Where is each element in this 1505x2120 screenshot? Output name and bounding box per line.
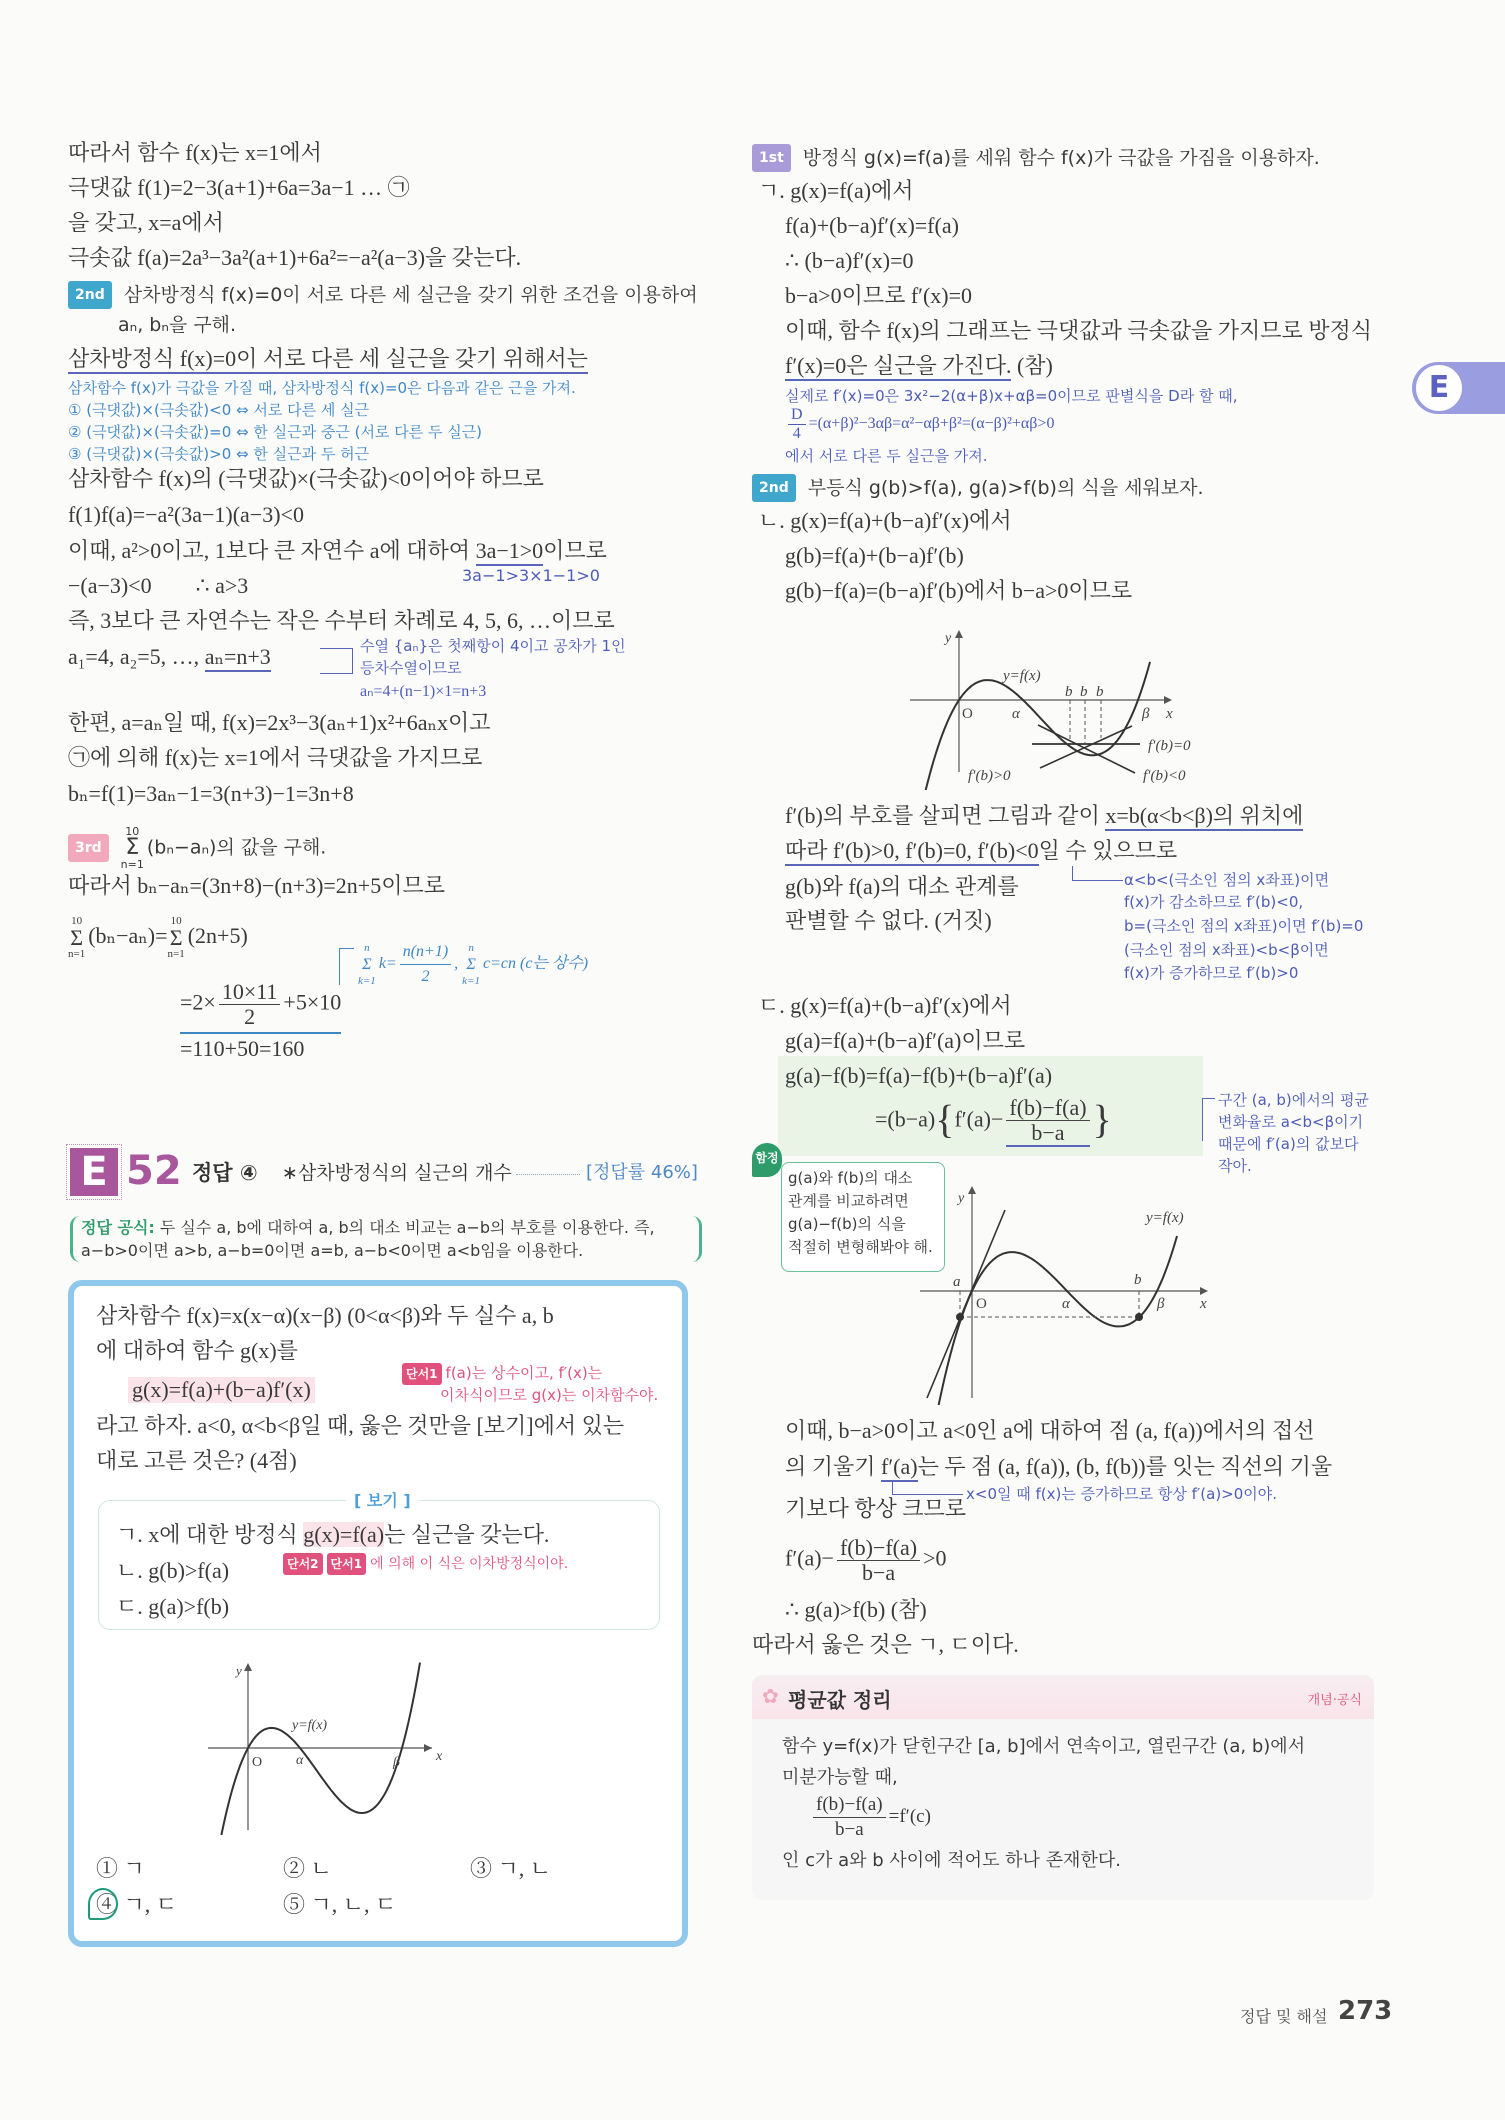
text-line: 이때, 함수 f(x)의 그래프는 극댓값과 극솟값을 가지므로 방정식: [785, 318, 1373, 343]
problem-number: 52: [126, 1148, 182, 1194]
side-note: 수열 {aₙ}은 첫째항이 4이고 공차가 1인: [360, 637, 626, 655]
formula-line: 정답 공식: 두 실수 a, b에 대하여 a, b의 대소 비교는 a−b의 부호를 이용한다. 즉,: [81, 1218, 655, 1237]
b-label: b: [1065, 684, 1073, 700]
trap-text: 관계를 비교하려면: [788, 1192, 909, 1210]
chapter-tab-circle: E: [1416, 365, 1462, 411]
alpha-label: α: [1012, 706, 1020, 722]
side-note: (극소인 점의 x좌표)<b<β이면: [1124, 941, 1329, 959]
footer-label: 정답 및 해설: [1240, 2007, 1328, 2026]
text-line: [68, 573, 248, 599]
concept-text: 미분가능할 때,: [782, 1767, 898, 1788]
hint-badge: 단서1: [327, 1553, 367, 1575]
text-line: f′(b)의 부호를 살피면 그림과 같이 x=b(α<b<β)의 위치에: [785, 803, 1303, 829]
hint-badge: 단서1: [402, 1363, 442, 1385]
choice-1[interactable]: ① ㄱ: [96, 1856, 145, 1881]
text: −(a−3)<0: [68, 573, 152, 598]
bogi-label: [ 보기 ]: [346, 1488, 419, 1514]
question-text: 대로 고른 것은? (4점): [96, 1448, 297, 1473]
answer-formula: [70, 1216, 702, 1262]
step-2-heading: 2nd 부등식 g(b)>f(a), g(a)>f(b)의 식을 세워보자.: [752, 474, 1204, 502]
slope-zero-label: f′(b)=0: [1148, 738, 1191, 754]
trap-badge: 함정: [752, 1143, 782, 1177]
hint-1: 단서1 f(a)는 상수이고, f′(x)는: [402, 1362, 602, 1385]
beta-label: β: [393, 1755, 400, 1770]
beta-label: β: [1157, 1296, 1165, 1312]
slope-positive-label: f′(b)>0: [968, 768, 1011, 784]
side-note: 에서 서로 다른 두 실근을 가져.: [785, 447, 988, 465]
underlined-text: 3a−1>0: [476, 538, 544, 566]
x-label: x: [436, 1749, 443, 1764]
alpha-label: α: [1062, 1296, 1070, 1312]
x-label: x: [1166, 706, 1173, 722]
text-line: f′(x)=0은 실근을 가진다. (참): [785, 353, 1053, 379]
side-note: b=(극소인 점의 x좌표)이면 f′(b)=0: [1124, 917, 1364, 935]
side-note: 등차수열이므로: [360, 659, 462, 677]
hint-2: 단서2 단서1 에 의해 이 식은 이차방정식이야.: [283, 1553, 568, 1575]
text: 이므로: [543, 538, 607, 563]
side-note: 변화율로 a<b<β이기: [1218, 1113, 1364, 1131]
x-axis-arrow: [424, 1744, 432, 1752]
step-text: (bₙ−aₙ)의 값을 구해.: [146, 836, 327, 859]
choice-4[interactable]: ④ ㄱ, ㄷ: [96, 1892, 178, 1917]
x-label: x: [1200, 1296, 1207, 1312]
question-text: 삼차함수 f(x)=x(x−α)(x−β) (0<α<β)와 두 실수 a, b: [96, 1303, 554, 1328]
trap-text: g(a)−f(b)의 식을: [788, 1215, 906, 1233]
selected-answer-mark: [88, 1888, 118, 1920]
text-line: g(a)−f(b)=f(a)−f(b)+(b−a)f′(a): [785, 1063, 1053, 1088]
side-note: ③ (극댓값)×(극솟값)>0 ⇔ 한 실근과 두 허근: [68, 445, 370, 463]
inequality: f′(a)− $\frac{f(b)-f(a)}{b-a}$ >0: [785, 1535, 947, 1585]
formula-line: a−b>0이면 a>b, a−b=0이면 a=b, a−b<0이면 a<b임을 이용한다.: [81, 1241, 584, 1260]
x-axis-arrow: [1200, 1287, 1208, 1295]
choice-3[interactable]: ③ ㄱ, ㄴ: [470, 1856, 552, 1881]
problem-letter-box: E: [70, 1148, 118, 1196]
text-line: 극솟값 f(a)=2a³−3a²(a+1)+6a²=−a²(a−3)을 갖는다.: [68, 245, 522, 270]
y-axis-arrow: [968, 1186, 976, 1194]
text-line: ∴ g(a)>f(b) (참): [785, 1597, 927, 1622]
text: ∴ a>3: [195, 573, 249, 598]
underlined-text: aₙ=n+3: [205, 644, 271, 672]
concept-formula: $\frac{f(b)-f(a)}{b-a}$ =f′(c): [810, 1793, 931, 1842]
text-line: ∴ (b−a)f′(x)=0: [785, 248, 914, 273]
answer-label: 정답 ④: [192, 1161, 258, 1185]
side-note: n Σ k=1 k= $\frac{n(n+1)}{2}$ , n Σ k=1 c=cn (c는 상수): [358, 941, 589, 987]
side-note: 삼차함수 f(x)가 극값을 가질 때, 삼차방정식 f(x)=0은 다음과 같은 근을 가져.: [68, 379, 576, 397]
side-note: 실제로 f′(x)=0은 3x²−2(α+β)x+αβ=0이므로 판별식을 D라 할 때,: [785, 387, 1238, 405]
choice-5[interactable]: ⑤ ㄱ, ㄴ, ㄷ: [283, 1892, 397, 1917]
side-note: ① (극댓값)×(극솟값)<0 ⇔ 서로 다른 세 실근: [68, 401, 370, 419]
step-badge: 1st: [752, 144, 791, 172]
bogi-item-2: ㄴ. g(b)>f(a): [116, 1558, 230, 1583]
correct-rate: [정답률 46%]: [586, 1162, 698, 1183]
note-connector: [339, 948, 354, 985]
b-label: b: [1096, 684, 1104, 700]
underlined-condition: 삼차방정식 f(x)=0이 서로 다른 세 실근을 갖기 위해서는: [68, 346, 588, 374]
step-badge: 2nd: [752, 474, 796, 502]
side-note: α<b<(극소인 점의 x좌표)이면: [1124, 871, 1330, 889]
page-number: 273: [1338, 1996, 1393, 2026]
point-a: [956, 1313, 964, 1321]
x-axis-arrow: [1164, 696, 1172, 704]
text-line: g(a)=f(a)+(b−a)f′(a)이므로: [785, 1028, 1026, 1053]
concept-title: 평균값 정리: [788, 1688, 892, 1712]
text: a₁=4, a₂=5, …,: [68, 644, 205, 669]
text-line: ㄱ. g(x)=f(a)에서: [758, 178, 914, 203]
concept-text: 인 c가 a와 b 사이에 적어도 하나 존재한다.: [782, 1850, 1121, 1871]
trap-text: g(a)와 f(b)의 대소: [788, 1169, 913, 1187]
side-note: f(x)가 감소하므로 f′(b)<0,: [1124, 893, 1304, 911]
text-line: 기보다 항상 크므로: [785, 1496, 967, 1521]
note-connector: [292, 648, 353, 674]
concept-header: [752, 1675, 1374, 1719]
y-label: y: [945, 631, 952, 646]
side-note: ② (극댓값)×(극솟값)=0 ⇔ 한 실근과 중근 (서로 다른 두 실근): [68, 423, 483, 441]
question-text: 에 대하여 함수 g(x)를: [96, 1338, 298, 1363]
text-line: bₙ=f(1)=3aₙ−1=3(n+3)−1=3n+8: [68, 781, 354, 806]
trap-text: 적절히 변형해봐야 해.: [788, 1238, 933, 1256]
beta-label: β: [1142, 706, 1150, 722]
text-line: 따라 f′(b)>0, f′(b)=0, f′(b)<0일 수 있으므로: [785, 838, 1177, 864]
text-line: ㄷ. g(x)=f(a)+(b−a)f′(x)에서: [758, 993, 1012, 1018]
text-line: f(1)f(a)=−a²(3a−1)(a−3)<0: [68, 502, 304, 527]
note-connector: [1072, 866, 1123, 881]
question-text: 라고 하자. a<0, α<b<β일 때, 옳은 것만을 [보기]에서 있는: [96, 1413, 625, 1438]
y-axis-arrow: [244, 1663, 252, 1671]
text-line: 따라서 함수 f(x)는 x=1에서: [68, 140, 322, 165]
curve-label: y=f(x): [1003, 668, 1041, 684]
origin-label: O: [252, 1755, 263, 1770]
definition-highlight: g(x)=f(a)+(b−a)f′(x): [128, 1377, 315, 1403]
text-line: f(a)+(b−a)f′(x)=f(a): [785, 213, 959, 238]
side-note: x<0일 때 f(x)는 증가하므로 항상 f′(a)>0이야.: [966, 1485, 1278, 1503]
hint-badge: 단서2: [283, 1553, 323, 1575]
side-note: aₙ=4+(n−1)×1=n+3: [360, 683, 487, 700]
b-label: b: [1134, 1272, 1142, 1288]
tangent-sign-graph: [900, 620, 1240, 790]
dotted-leader: [516, 1174, 580, 1175]
side-note: 구간 (a, b)에서의 평균: [1218, 1091, 1369, 1109]
conclusion: 따라서 옳은 것은 ㄱ, ㄷ이다.: [752, 1632, 1019, 1657]
side-note: $\frac{D}{4}$ =(α+β)²−3αβ=α²−αβ+β²=(α−β)²+αβ>0: [785, 406, 1054, 443]
text-line: 삼차함수 f(x)의 (극댓값)×(극솟값)<0이어야 하므로: [68, 466, 544, 491]
problem-topic: ∗삼차방정식의 실근의 개수: [282, 1162, 512, 1184]
step-text: aₙ, bₙ을 구해.: [118, 314, 237, 336]
origin-label: O: [976, 1296, 987, 1312]
text-line: 을 갖고, x=a에서: [68, 210, 224, 235]
step-badge: 3rd: [68, 834, 109, 862]
flower-icon: ✿: [762, 1684, 779, 1708]
b-label: b: [1080, 684, 1088, 700]
bogi-item-1: ㄱ. x에 대한 방정식 g(x)=f(a)는 실근을 갖는다.: [116, 1522, 550, 1547]
text-line: 판별할 수 없다. (거짓): [785, 908, 992, 933]
curve-label: y=f(x): [1146, 1210, 1184, 1226]
y-label: y: [236, 1663, 242, 1678]
text-line: b−a>0이므로 f′(x)=0: [785, 283, 973, 308]
text-line: [68, 538, 607, 564]
tangent-negative: [1038, 725, 1135, 773]
text-line: [68, 346, 588, 372]
sum-step: =2× $\frac{10\times 11}{2}$ +5×10: [180, 980, 341, 1034]
text-line: ㄴ. g(x)=f(a)+(b−a)f′(x)에서: [758, 508, 1012, 533]
point-b: [1135, 1313, 1143, 1321]
text-line: g(b)와 f(a)의 대소 관계를: [785, 874, 1019, 899]
side-note: f(x)가 증가하므로 f′(b)>0: [1124, 964, 1299, 982]
side-note: 때문에 f′(a)의 값보다: [1218, 1135, 1359, 1153]
sigma: 10 Σ n=1: [120, 825, 144, 871]
mean-value-graph: [900, 1180, 1220, 1405]
curve-label: y=f(x): [292, 1718, 328, 1733]
step-2-heading: [68, 281, 698, 309]
text-line: 한편, a=aₙ일 때, f(x)=2x³−3(aₙ+1)x²+6aₙx이고: [68, 710, 491, 735]
note-connector: [892, 1480, 963, 1495]
step-3-heading: [68, 826, 326, 870]
text-line: 극댓값 f(1)=2−3(a+1)+6a=3a−1 … ㉠: [68, 175, 410, 200]
text-line: 의 기울기 f′(a)는 두 점 (a, f(a)), (b, f(b))를 잇는 직선의 기울: [785, 1454, 1332, 1480]
cubic-curve: [216, 1663, 420, 1835]
concept-text: 함수 y=f(x)가 닫힌구간 [a, b]에서 연속이고, 열린구간 (a, b)에서: [782, 1736, 1306, 1757]
chapter-tab: [1412, 362, 1505, 414]
step-badge: 2nd: [68, 281, 112, 309]
text-line: g(b)−f(a)=(b−a)f′(b)에서 b−a>0이므로: [785, 578, 1133, 603]
sum-result: =110+50=160: [180, 1036, 305, 1061]
y-axis-arrow: [955, 630, 963, 638]
side-note: 3a−1>3×1−1>0: [462, 566, 600, 585]
sum-equation: 10 Σ n=1 (bₙ−aₙ)= 10 Σ n=1 (2n+5): [68, 915, 248, 960]
origin-label: O: [962, 706, 973, 722]
tangent-line: [927, 1210, 1005, 1398]
text-line: 즉, 3보다 큰 자연수는 작은 수부터 차례로 4, 5, 6, …이므로: [68, 608, 615, 633]
problem-graph: [200, 1655, 450, 1835]
text-line: 따라서 bₙ−aₙ=(3n+8)−(n+3)=2n+5이므로: [68, 873, 445, 898]
slope-negative-label: f′(b)<0: [1143, 768, 1186, 784]
text-line: 이때, b−a>0이고 a<0인 a에 대하여 점 (a, f(a))에서의 접선: [785, 1418, 1315, 1443]
concept-tag: 개념·공식: [1307, 1693, 1362, 1708]
alpha-label: α: [296, 1753, 304, 1768]
text-line: =(b−a){f′(a)− $\frac{f(b)-f(a)}{b-a}$ }: [875, 1095, 1112, 1145]
a-label: a: [953, 1274, 961, 1290]
text-line: g(b)=f(a)+(b−a)f′(b): [785, 543, 964, 568]
text-line: ㉠에 의해 f(x)는 x=1에서 극댓값을 가지므로: [68, 745, 483, 770]
text-line: [68, 644, 271, 670]
step-1-heading: 1st 방정식 g(x)=f(a)를 세워 함수 f(x)가 극값을 가짐을 이용하자.: [752, 144, 1320, 172]
note-connector: [1202, 1098, 1215, 1141]
side-note: 작아.: [1218, 1157, 1252, 1175]
bogi-item-3: ㄷ. g(a)>f(b): [116, 1594, 230, 1619]
step-text: 삼차방정식 f(x)=0이 서로 다른 세 실근을 갖기 위한 조건을 이용하여: [123, 284, 698, 306]
text: 이때, a²>0이고, 1보다 큰 자연수 a에 대하여: [68, 538, 476, 563]
hint-1-text: 이차식이므로 g(x)는 이차함수야.: [440, 1386, 659, 1404]
y-label: y: [958, 1191, 965, 1206]
choice-2[interactable]: ② ㄴ: [283, 1856, 332, 1881]
